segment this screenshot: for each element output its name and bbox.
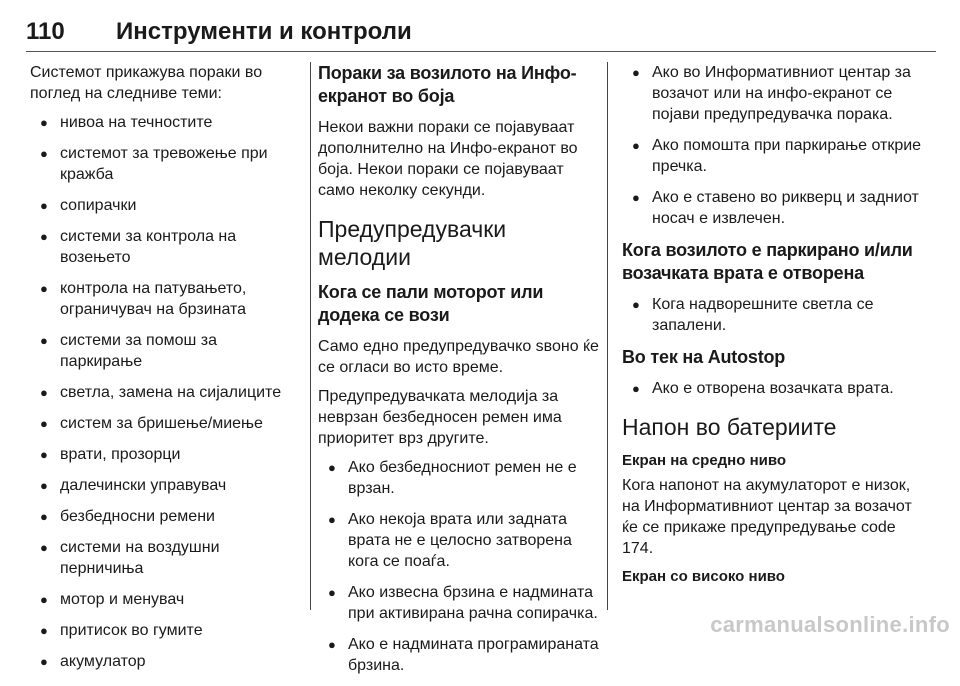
paragraph: Кога напонот на акумулаторот е низок, на Информативниот центар за возачот ќе се прикаже предупредување code 174. <box>622 477 912 557</box>
list-item: ● системи за помош за паркирање <box>30 330 300 372</box>
list-item: ● притисок во гумите <box>30 620 300 641</box>
section-heading: Пораки за возилото на Инфо-екранот во боја <box>318 63 577 106</box>
column-right <box>622 62 922 591</box>
section-title: Предупредувачки мелодии <box>318 216 507 270</box>
paragraph: Само едно предупредувачко ѕвоно ќе се огласи во исто време. <box>318 338 599 376</box>
warning-list <box>622 62 922 229</box>
list-item: ● контрола на патувањето, ограничувач на брзината <box>30 278 300 320</box>
list-item: ● сопирачки <box>30 195 300 216</box>
topics-list <box>30 112 300 672</box>
paragraph: Некои важни пораки се појавуваат дополнително на Инфо-екранот во боја. Некои пораки се појавуваат само неколку секунди. <box>318 119 578 199</box>
subsection-heading: Екран на средно ниво <box>622 452 787 469</box>
list-item: ● системи за контрола на возењето <box>30 226 300 268</box>
list-item: ● далечински управувач <box>30 475 300 496</box>
subsection-heading: Екран со високо ниво <box>622 568 785 585</box>
list-item: ● системи на воздушни перничиња <box>30 537 300 579</box>
column-divider <box>607 62 608 610</box>
page-header <box>26 6 936 52</box>
list-item: ● Ако е надмината програмираната брзина. <box>318 634 603 676</box>
page-number: 110 <box>26 18 65 45</box>
section-title: Напон во батериите <box>622 414 837 440</box>
list-item: ● мотор и менувач <box>30 589 300 610</box>
list-item: ● врати, прозорци <box>30 444 300 465</box>
section-heading: Во тек на Autostop <box>622 347 786 367</box>
warning-list <box>622 294 922 336</box>
list-item: ● Ако извесна брзина е надмината при активирана рачна сопирачка. <box>318 582 603 624</box>
warning-list <box>622 378 922 399</box>
column-middle <box>318 62 603 686</box>
list-item: ● Ако е отворена возачката врата. <box>622 378 922 399</box>
list-item: ● акумулатор <box>30 651 300 672</box>
list-item: ● нивоа на течностите <box>30 112 300 133</box>
list-item: ● Ако е ставено во рикверц и задниот носач е извлечен. <box>622 187 922 229</box>
list-item: ● безбедносни ремени <box>30 506 300 527</box>
list-item: ● Кога надворешните светла се запалени. <box>622 294 922 336</box>
section-heading: Кога се пали моторот или додека се вози <box>318 282 544 325</box>
paragraph: Предупредувачката мелодија за неврзан безбедносен ремен има приоритет врз другите. <box>318 388 562 447</box>
page-title: Инструменти и контроли <box>116 18 412 45</box>
list-item: ● Ако некоја врата или задната врата не е целосно затворена кога се поаѓа. <box>318 509 603 572</box>
list-item: ● систем за бришење/миење <box>30 413 300 434</box>
list-item: ● Ако безбедносниот ремен не е врзан. <box>318 457 603 499</box>
column-divider <box>310 62 311 610</box>
section-heading: Кога возилото е паркирано и/или возачката врата е отворена <box>622 240 913 283</box>
column-left <box>30 62 300 682</box>
list-item: ● системот за тревожење при кражба <box>30 143 300 185</box>
list-item: ● Ако во Информативниот центар за возачот или на инфо-екранот се појави предупредувачка порака. <box>622 62 922 125</box>
list-item: ● Ако помошта при паркирање открие пречка. <box>622 135 922 177</box>
list-item: ● светла, замена на сијалиците <box>30 382 300 403</box>
warning-list <box>318 457 603 676</box>
intro-text: Системот прикажува пораки во поглед на следниве теми: <box>30 64 263 102</box>
watermark: carmanualsonline.info <box>710 612 950 637</box>
